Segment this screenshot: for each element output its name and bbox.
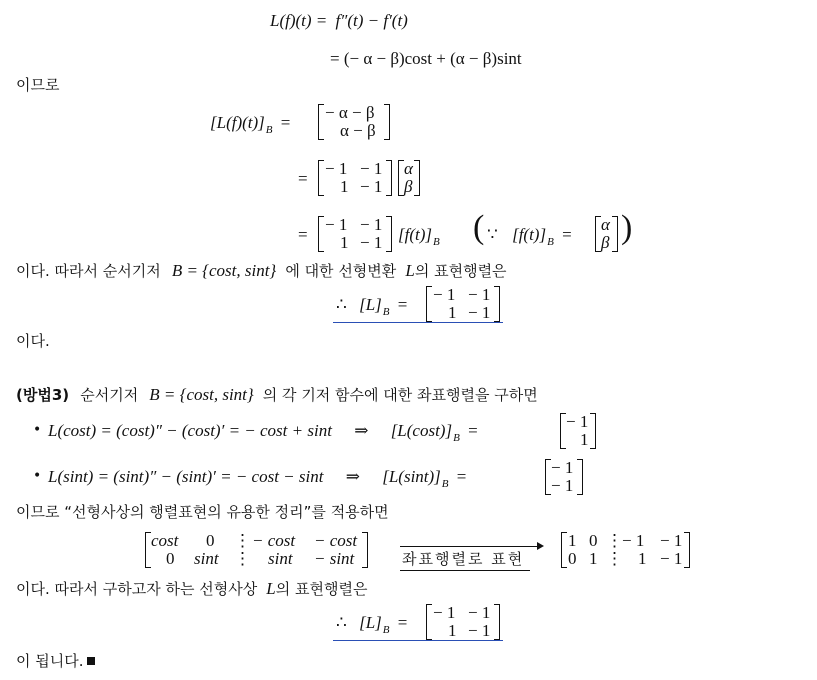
result2-r1c2: − 1 — [468, 603, 491, 622]
mat3a-bracket-right — [386, 216, 392, 252]
mat3a-r2c1: 1 — [340, 233, 349, 252]
para1-L: L — [405, 261, 415, 280]
therefore-symbol-2: ∴ — [336, 613, 347, 632]
mat2a-r2c1: 1 — [340, 177, 349, 196]
para1-text-c: 에 대한 선형변환 — [285, 262, 397, 280]
arrow-label: 좌표행렬로 표현 — [402, 550, 525, 568]
mat2a-r1c1: − 1 — [325, 159, 348, 178]
eq1-lhs: L(f)(t) = — [270, 11, 328, 30]
mat2a-r1c2: − 1 — [360, 159, 383, 178]
aug2-r1c1: 1 — [568, 531, 577, 550]
method3-basis: B = {cost, sint} — [149, 385, 254, 404]
result1-lhs — [336, 295, 408, 318]
aug2-r2c3: ⋮ — [606, 549, 623, 568]
result2-L: [L] — [359, 613, 382, 632]
mat3v-r2: β — [601, 233, 610, 252]
mat2v-r2: β — [404, 177, 413, 196]
mat2v-r1: α — [404, 159, 413, 178]
mat1-sub: B — [265, 124, 273, 136]
paragraph-3 — [16, 580, 367, 597]
mat3a-r1c1: − 1 — [325, 215, 348, 234]
mat2a-r2c2: − 1 — [360, 177, 383, 196]
implies-symbol-2: ⇒ — [345, 467, 360, 486]
para3-L: L — [266, 579, 276, 598]
mat1-lhs — [210, 113, 291, 136]
mat2a-bracket-right — [386, 160, 392, 196]
mat3-eq: = — [298, 225, 308, 244]
result2-r2c2: − 1 — [468, 621, 491, 640]
therefore-symbol-1: ∴ — [336, 295, 347, 314]
result1-bracket-right — [494, 286, 500, 322]
mat2a-bracket-left — [318, 160, 324, 196]
bullet-1-expr — [48, 421, 478, 444]
text-imeuro: 이므로 — [16, 76, 60, 94]
para1-text-e: 의 표현행렬은 — [414, 262, 507, 280]
result1-r1c1: − 1 — [433, 285, 456, 304]
bullet1-eq: = — [468, 421, 478, 440]
result1-r2c1: 1 — [448, 303, 457, 322]
result2-bracket-right — [494, 604, 500, 640]
aug1-r2c3: ⋮ — [234, 549, 251, 568]
aug2-r1c4: − 1 — [622, 531, 645, 550]
aug1-r1c1: cost — [151, 531, 179, 550]
result2-underline — [333, 640, 503, 641]
mat1-bracket-left — [318, 104, 324, 140]
aug1-bracket-right — [362, 532, 368, 568]
bullet1-r2: 1 — [580, 430, 589, 449]
bullet-2-expr — [48, 467, 467, 490]
result2-bracket-left — [426, 604, 432, 640]
aug1-r2c5: − sint — [314, 549, 355, 568]
aug2-r2c5: − 1 — [660, 549, 683, 568]
aug2-r2c2: 1 — [589, 549, 598, 568]
paragraph-2: 이므로 “선형사상의 행렬표현의 유용한 정리”를 적용하면 — [16, 503, 389, 521]
arrow-label-underline — [400, 570, 530, 571]
mat3-paren-left: ( — [473, 209, 485, 246]
mat3-because — [487, 225, 572, 248]
mat3-ft-sub: B — [433, 236, 440, 248]
bullet2-expression: L(sint) = (sint)″ − (sint)′ = − cost − sint — [48, 467, 324, 486]
result1-r2c2: − 1 — [468, 303, 491, 322]
para1-text-a: 이다. 따라서 순서기저 — [16, 262, 161, 280]
result1-r1c2: − 1 — [468, 285, 491, 304]
mat3-ft2-sub: B — [547, 236, 554, 248]
bullet-1-dot: • — [33, 422, 42, 438]
bullet2-bracket-right — [577, 459, 583, 495]
aug1-r2c4: sint — [268, 549, 293, 568]
aug1-r1c5: − cost — [314, 531, 358, 550]
result2-r2c1: 1 — [448, 621, 457, 640]
paragraph-1 — [16, 262, 507, 279]
method3-label: (방법3) — [16, 386, 70, 404]
para3-text-c: 의 표현행렬은 — [275, 580, 368, 598]
mat3-ft2-text: [f(t)] — [512, 225, 547, 244]
aug1-r1c4: − cost — [252, 531, 296, 550]
mat1-row-1: − α − β — [325, 103, 375, 122]
mat3-ft-text: [f(t)] — [398, 225, 432, 244]
result1-bracket-left — [426, 286, 432, 322]
mat3-paren-right: ) — [621, 209, 633, 246]
bullet1-r1: − 1 — [566, 412, 589, 431]
mat2-eq: = — [298, 169, 308, 188]
transform-arrow — [400, 546, 538, 547]
equation-line-2 — [330, 50, 522, 67]
mat3a-r2c2: − 1 — [360, 233, 383, 252]
mat2v-bracket-right — [414, 160, 420, 196]
eq1-rhs: f″(t) − f′(t) — [335, 11, 408, 30]
eq2-rhs: = (− α − β)cost + (α − β)sint — [330, 49, 522, 68]
bullet1-bracket-right — [590, 413, 596, 449]
mat3v-bracket-right — [612, 216, 618, 252]
mat3-ft — [398, 225, 440, 248]
aug2-r1c3: ⋮ — [606, 531, 623, 550]
aug1-r2c2: sint — [194, 549, 219, 568]
result2-r1c1: − 1 — [433, 603, 456, 622]
bullet2-eq: = — [456, 467, 467, 486]
result1-underline — [333, 322, 503, 323]
equation-line-1 — [270, 12, 408, 29]
because-symbol: ∵ — [487, 225, 498, 244]
qed-square-icon — [87, 657, 95, 665]
mat1-row-2: α − β — [340, 121, 376, 140]
transform-arrowhead — [537, 542, 544, 550]
text-ida-1: 이다. — [16, 332, 50, 350]
method3-text-c: 의 각 기저 함수에 대한 좌표행렬을 구하면 — [262, 386, 538, 404]
aug1-r2c1: 0 — [166, 549, 175, 568]
mat3-eq2: = — [562, 225, 572, 244]
mat3v-r1: α — [601, 215, 610, 234]
bullet-2-dot: • — [33, 468, 42, 484]
aug2-bracket-right — [684, 532, 690, 568]
final-text: 이 됩니다. — [16, 652, 84, 670]
method3-text-a: 순서기저 — [80, 386, 139, 404]
mat1-lhs-text: [L(f)(t)] — [210, 113, 265, 132]
result2-eq: = — [397, 613, 408, 632]
final-line — [16, 654, 95, 669]
aug2-r2c1: 0 — [568, 549, 577, 568]
mat1-eq: = — [280, 113, 291, 132]
method3-line — [16, 386, 538, 403]
para1-basis: B = {cost, sint} — [171, 261, 277, 280]
bullet1-lhs: [L(cost)] — [390, 421, 453, 440]
bullet2-r2: − 1 — [551, 476, 574, 495]
result1-eq: = — [397, 295, 408, 314]
result1-sub: B — [382, 306, 390, 318]
aug2-r2c4: 1 — [638, 549, 647, 568]
result1-L: [L] — [359, 295, 382, 314]
aug1-r1c2: 0 — [206, 531, 215, 550]
mat3a-r1c2: − 1 — [360, 215, 383, 234]
aug2-bracket-left — [561, 532, 567, 568]
bullet1-expression: L(cost) = (cost)″ − (cost)′ = − cost + sint — [48, 421, 332, 440]
para3-text-a: 이다. 따라서 구하고자 하는 선형사상 — [16, 580, 258, 598]
aug2-r1c2: 0 — [589, 531, 598, 550]
bullet2-lhs: [L(sint)] — [382, 467, 441, 486]
mat3a-bracket-left — [318, 216, 324, 252]
implies-symbol-1: ⇒ — [354, 421, 369, 440]
aug1-r1c3: ⋮ — [234, 531, 251, 550]
bullet2-r1: − 1 — [551, 458, 574, 477]
result2-sub: B — [382, 624, 390, 636]
bullet1-sub: B — [453, 432, 460, 444]
mat1-bracket-right — [384, 104, 390, 140]
bullet2-sub: B — [441, 478, 449, 490]
aug2-r1c5: − 1 — [660, 531, 683, 550]
result2-lhs — [336, 613, 408, 636]
